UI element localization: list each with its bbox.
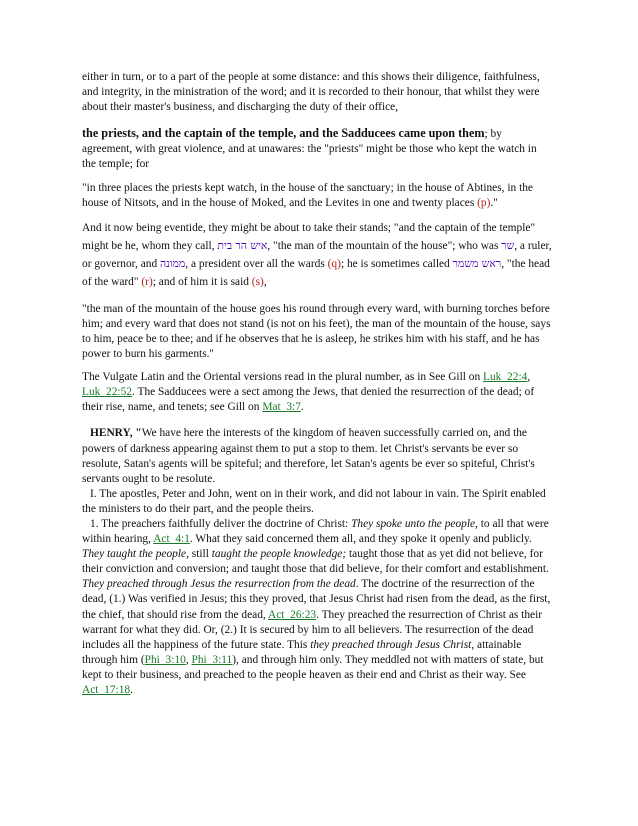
footnote-ref-q[interactable]: (q) bbox=[327, 257, 341, 270]
text-segment: , a president over all the wards bbox=[185, 257, 328, 270]
quote-text: "in three places the priests kept watch, in the house of the sanctuary; in the house of Abtines, in the house of Nitsots, and in the house of Moked, and the Levites in one and twenty places bbox=[82, 181, 533, 209]
paragraph-man-of-mountain: "the man of the mountain of the house goes his round through every ward, with burning torches before him; and every ward that does not stand (is not on his feet), the man of the mountain of the house, says to him, peace be to thee; and if he observes that he is asleep, he strikes him with his staff, and he has power to burn his garments.'' bbox=[82, 302, 551, 361]
scripture-link-phi-3-10[interactable]: Phi_3:10 bbox=[144, 653, 186, 666]
text-segment: attainable through him ( bbox=[82, 638, 522, 666]
section-heading: the priests, and the captain of the temple, and the Sadducees came upon them bbox=[82, 126, 485, 141]
hebrew-term: ממונה bbox=[160, 256, 186, 270]
footnote-ref-p[interactable]: (p) bbox=[477, 196, 491, 209]
text-segment: 1. The preachers faithfully deliver the doctrine of Christ: bbox=[90, 517, 352, 530]
commentator-name: HENRY, " bbox=[90, 427, 142, 440]
text-segment: ), and through him only. They meddled not with matters of state, but kept to their business, and preached to the people heaven as their end and Christ as their way. See bbox=[82, 653, 544, 681]
paragraph-eventide bbox=[82, 219, 552, 291]
text-segment: . They preached the resurrection of Christ as their warrant for what they did. Or, (2.) It is secured by him to all believers. The resurrection of the dead includes all the happiness of the future state. This bbox=[82, 608, 543, 651]
text-segment: We have here the interests of the kingdom of heaven successfully carried on, and the powers of darkness appearing against them to put a stop to them. let Christ's servants be ever so resolute, Satan's agents will be spiteful; and therefore, let Satan's agents be ever so spiteful, Christ's servants ought to be resolute. bbox=[82, 427, 535, 485]
scripture-link-luk-22-52[interactable]: Luk_22:52 bbox=[82, 386, 132, 399]
italic-phrase: They preached through Jesus the resurrection from the dead bbox=[82, 578, 356, 591]
text-segment: The Vulgate Latin and the Oriental versions read in the plural number, as in See Gill on bbox=[82, 371, 484, 384]
italic-phrase: They spoke unto the people, bbox=[351, 517, 478, 530]
text-segment: , "the man of the mountain of the house"; who was bbox=[267, 239, 502, 252]
footnote-ref-r[interactable]: (r) bbox=[141, 275, 153, 288]
paragraph-three-places bbox=[82, 181, 552, 211]
scripture-link-act-4-1[interactable]: Act_4:1 bbox=[153, 533, 190, 546]
italic-phrase: They taught the people, bbox=[82, 548, 189, 561]
scripture-link-act-17-18[interactable]: Act_17:18 bbox=[82, 684, 131, 696]
italic-phrase: taught the people knowledge; bbox=[211, 548, 347, 561]
scripture-link-phi-3-11[interactable]: Phi_3:11 bbox=[191, 653, 233, 666]
text-segment: . What they said concerned them all, and they spoke it openly and publicly. bbox=[189, 533, 532, 546]
text-segment: , bbox=[527, 371, 531, 384]
scripture-link-act-26-23[interactable]: Act_26:23 bbox=[268, 608, 317, 621]
text-segment: still bbox=[188, 548, 212, 561]
scripture-link-mat-3-7[interactable]: Mat_3:7 bbox=[262, 401, 301, 414]
text-segment: , "the head of the ward" bbox=[82, 257, 550, 288]
paragraph-text: ; by agreement, with great violence, and at unawares: the "priests" might be those who kept the watch in the temple; for bbox=[82, 128, 537, 171]
text-segment: , a ruler, or governor, and bbox=[82, 239, 552, 270]
text-segment: ; and of him it is said bbox=[152, 275, 252, 288]
paragraph-vulgate bbox=[82, 370, 552, 415]
text-segment: taught those that as yet did not believe, for their conviction and conversion; and taught those that did believe, for their comfort and establishment. bbox=[82, 548, 549, 576]
paragraph-priests-captain bbox=[82, 126, 552, 172]
text-segment: . bbox=[130, 684, 133, 696]
text-segment: ; he is sometimes called bbox=[340, 257, 453, 270]
text-segment: . bbox=[300, 401, 304, 414]
paragraph-preachers bbox=[82, 517, 552, 698]
scripture-link-luk-22-4[interactable]: Luk_22:4 bbox=[483, 371, 528, 384]
text-segment: , bbox=[263, 275, 267, 288]
hebrew-term: ראש משמר bbox=[452, 256, 502, 270]
text-segment: . The doctrine of the resurrection of the dead, (1.) Was verified in Jesus; this they proved, that Jesus Christ had risen from the dead, as the first, the chief, that should rise from the dead, bbox=[82, 578, 551, 621]
quote-end: ." bbox=[490, 196, 498, 209]
text-segment: . The Sadducees were a sect among the Jews, that denied the resurrection of the dead; of their rise, name, and tenets; see Gill on bbox=[82, 386, 535, 414]
paragraph-diligence: either in turn, or to a part of the people at some distance: and this shows their diligence, faithfulness, and integrity, in the ministration of the word; and it is recorded to their honour, that whilst they were about their master's business, and discharging the duty of their office, bbox=[82, 71, 540, 114]
hebrew-term: איש הר בית bbox=[217, 238, 268, 252]
italic-phrase: they preached through Jesus Christ, bbox=[310, 638, 475, 651]
text-segment: And it now being eventide, they might be about to take their stands; "and the captain of the temple" might be he, whom they call, bbox=[82, 221, 536, 252]
text-segment: , bbox=[185, 653, 192, 666]
hebrew-term: שר bbox=[501, 238, 515, 252]
footnote-ref-s[interactable]: (s) bbox=[251, 275, 264, 288]
paragraph-apostles: I. The apostles, Peter and John, went on in their work, and did not labour in vain. The Spirit enabled the ministers to do their part, and the people theirs. bbox=[82, 487, 546, 515]
text-segment: to all that were within hearing, bbox=[82, 517, 549, 546]
paragraph-henry bbox=[82, 426, 552, 486]
